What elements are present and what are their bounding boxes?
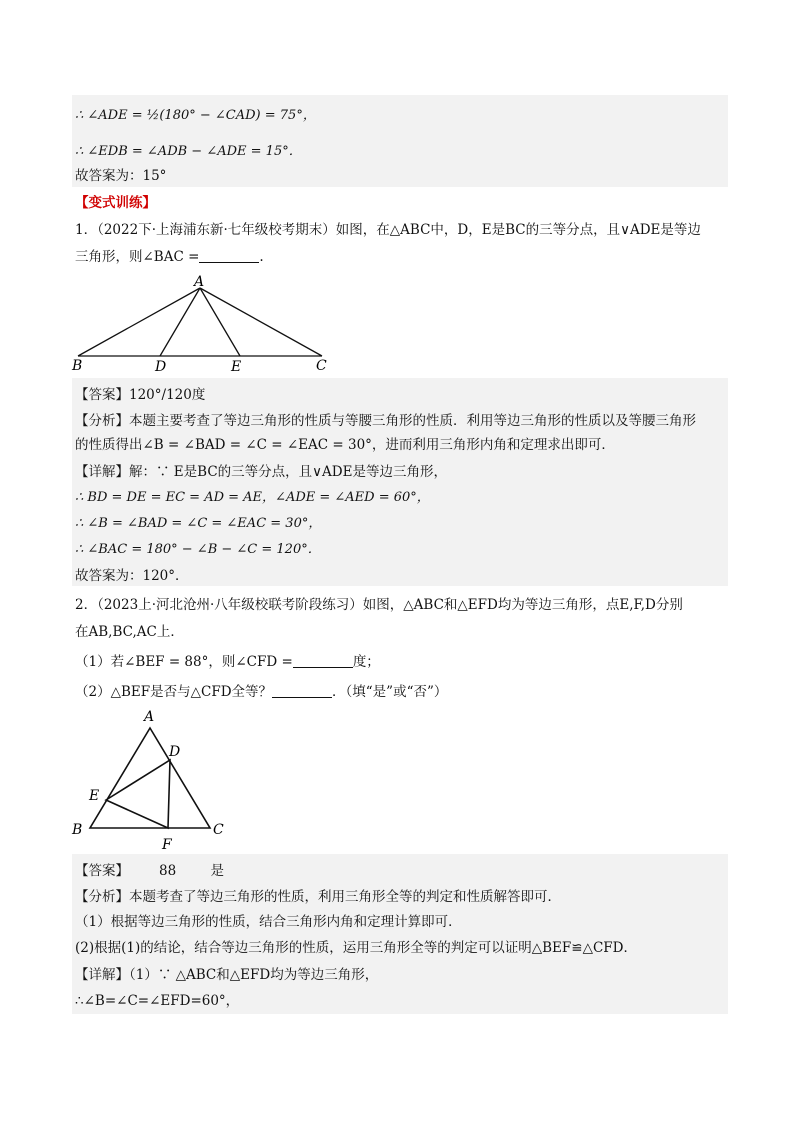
- answer-1: 【答案】120°/120度: [75, 387, 206, 403]
- analysis-1: 【分析】本题主要考查了等边三角形的性质与等腰三角形的性质．利用等边三角形的性质以及等腰三角形: [75, 413, 696, 429]
- detail-2: 【详解】（1）∵ △ABC和△EFD均为等边三角形，: [75, 967, 379, 983]
- fig2-label-F: F: [162, 837, 172, 853]
- detail-1-step-3: ∴ ∠BAC = 180° − ∠B − ∠C = 120°．: [75, 542, 321, 557]
- question-2-text: 2．（2023上·河北沧州·八年级校联考阶段练习）如图，△ABC和△EFD均为等边三角形，点E,F,D分别: [75, 597, 683, 613]
- detail-1-step-1: ∴ BD = DE = EC = AD = AE，∠ADE = ∠AED = 60°，: [75, 490, 430, 505]
- fig2-label-B: B: [72, 822, 83, 838]
- fig2-label-E: E: [89, 788, 100, 804]
- fig2-label-C: C: [213, 822, 224, 838]
- detail-1-step-2: ∴ ∠B = ∠BAD = ∠C = ∠EAC = 30°，: [75, 516, 322, 531]
- fig1-label-D: D: [155, 359, 167, 375]
- analysis-1-cont: 的性质得出∠B = ∠BAD = ∠C = ∠EAC = 30°，进而利用三角形内角和定理求出即可．: [75, 437, 615, 453]
- answer-2: 【答案】 88 是: [75, 863, 225, 879]
- detail-1: 【详解】解：∵ E是BC的三等分点，且∨ADE是等边三角形，: [75, 464, 447, 480]
- fig1-label-A: A: [194, 274, 205, 290]
- detail-1-answer: 故答案为：120°．: [75, 568, 189, 584]
- text-line-1: ∴ ∠ADE = ½(180° − ∠CAD) = 75°，: [75, 108, 316, 123]
- analysis-2: 【分析】本题考查了等边三角形的性质，利用三角形全等的判定和性质解答即可．: [75, 889, 561, 905]
- question-1-prompt: 三角形，则∠BAC =: [75, 249, 200, 265]
- question-2-part-1-unit: 度；: [352, 654, 380, 670]
- detail-2-step-1: ∴∠B=∠C=∠EFD=60°，: [75, 993, 240, 1009]
- text-line-3: 故答案为：15°: [75, 168, 167, 184]
- question-2-part-2-hint: ．（填“是”或“否”）: [332, 684, 448, 700]
- question-2-part-1-prompt: （1）若∠BEF = 88°，则∠CFD =: [75, 654, 293, 670]
- fig2-label-A: A: [144, 709, 155, 725]
- analysis-2-part-1: （1）根据等边三角形的性质，结合三角形内角和定理计算即可．: [75, 914, 462, 930]
- question-1-text-2: 三角形，则∠BAC = .: [75, 249, 264, 265]
- analysis-2-part-2: (2)根据(1)的结论，结合等边三角形的性质，运用三角形全等的判定可以证明△BEF≌△CFD．: [75, 940, 637, 956]
- question-2-part-2-prompt: （2）△BEF是否与△CFD全等？: [75, 684, 273, 700]
- fig1-label-B: B: [72, 358, 83, 374]
- fig2-label-D: D: [169, 744, 181, 760]
- question-2-text-2: 在AB,BC,AC上．: [75, 624, 184, 640]
- section-heading: 【变式训练】: [75, 195, 156, 211]
- fig1-label-C: C: [316, 358, 327, 374]
- text-line-2: ∴ ∠EDB = ∠ADB − ∠ADE = 15°．: [75, 144, 302, 159]
- question-1-text: 1．（2022下·上海浦东新·七年级校考期末）如图，在△ABC中，D，E是BC的三等分点，且∨ADE是等边: [75, 222, 701, 238]
- fig1-label-E: E: [231, 359, 242, 375]
